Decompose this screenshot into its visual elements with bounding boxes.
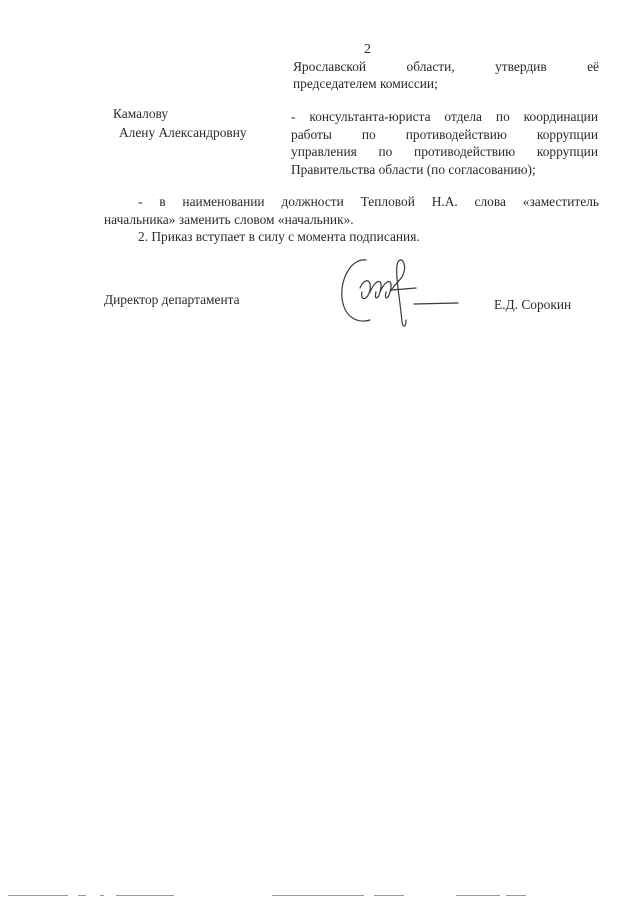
amendment-paragraph [104, 193, 599, 229]
member-name [113, 104, 247, 142]
member-given-names: Алену Александровну [119, 125, 247, 140]
signatory-role: Директор департамента [104, 292, 240, 307]
member-description [291, 108, 598, 178]
amendment-line-2: начальника» заменить словом «начальник». [104, 212, 354, 227]
member-surname: Камалову [113, 106, 169, 121]
clause-2: 2. Приказ вступает в силу с момента подписания. [138, 229, 420, 244]
amendment-line-1: - в наименовании должности Тепловой Н.А. слова «заместитель [138, 194, 599, 209]
scan-footer-dots [0, 893, 640, 899]
page-number: 2 [364, 42, 371, 57]
continuation-word: области, [406, 59, 455, 74]
continuation-word: утвердив [495, 59, 547, 74]
continuation-line-1 [293, 58, 599, 75]
signatory-name: Е.Д. Сорокин [494, 297, 572, 312]
handwritten-signature [330, 248, 470, 338]
member-desc-line: - консультанта-юриста отдела по координации [291, 109, 598, 124]
member-desc-line: Правительства области (по согласованию); [291, 161, 536, 177]
continuation-word: Ярославской [293, 59, 367, 74]
continuation-word: её [587, 59, 599, 74]
continuation-text [293, 58, 599, 92]
continuation-line-2: председателем комиссии; [293, 76, 438, 91]
member-desc-line: управления по противодействию коррупции [291, 144, 598, 159]
member-desc-line: работы по противодействию коррупции [291, 126, 598, 142]
